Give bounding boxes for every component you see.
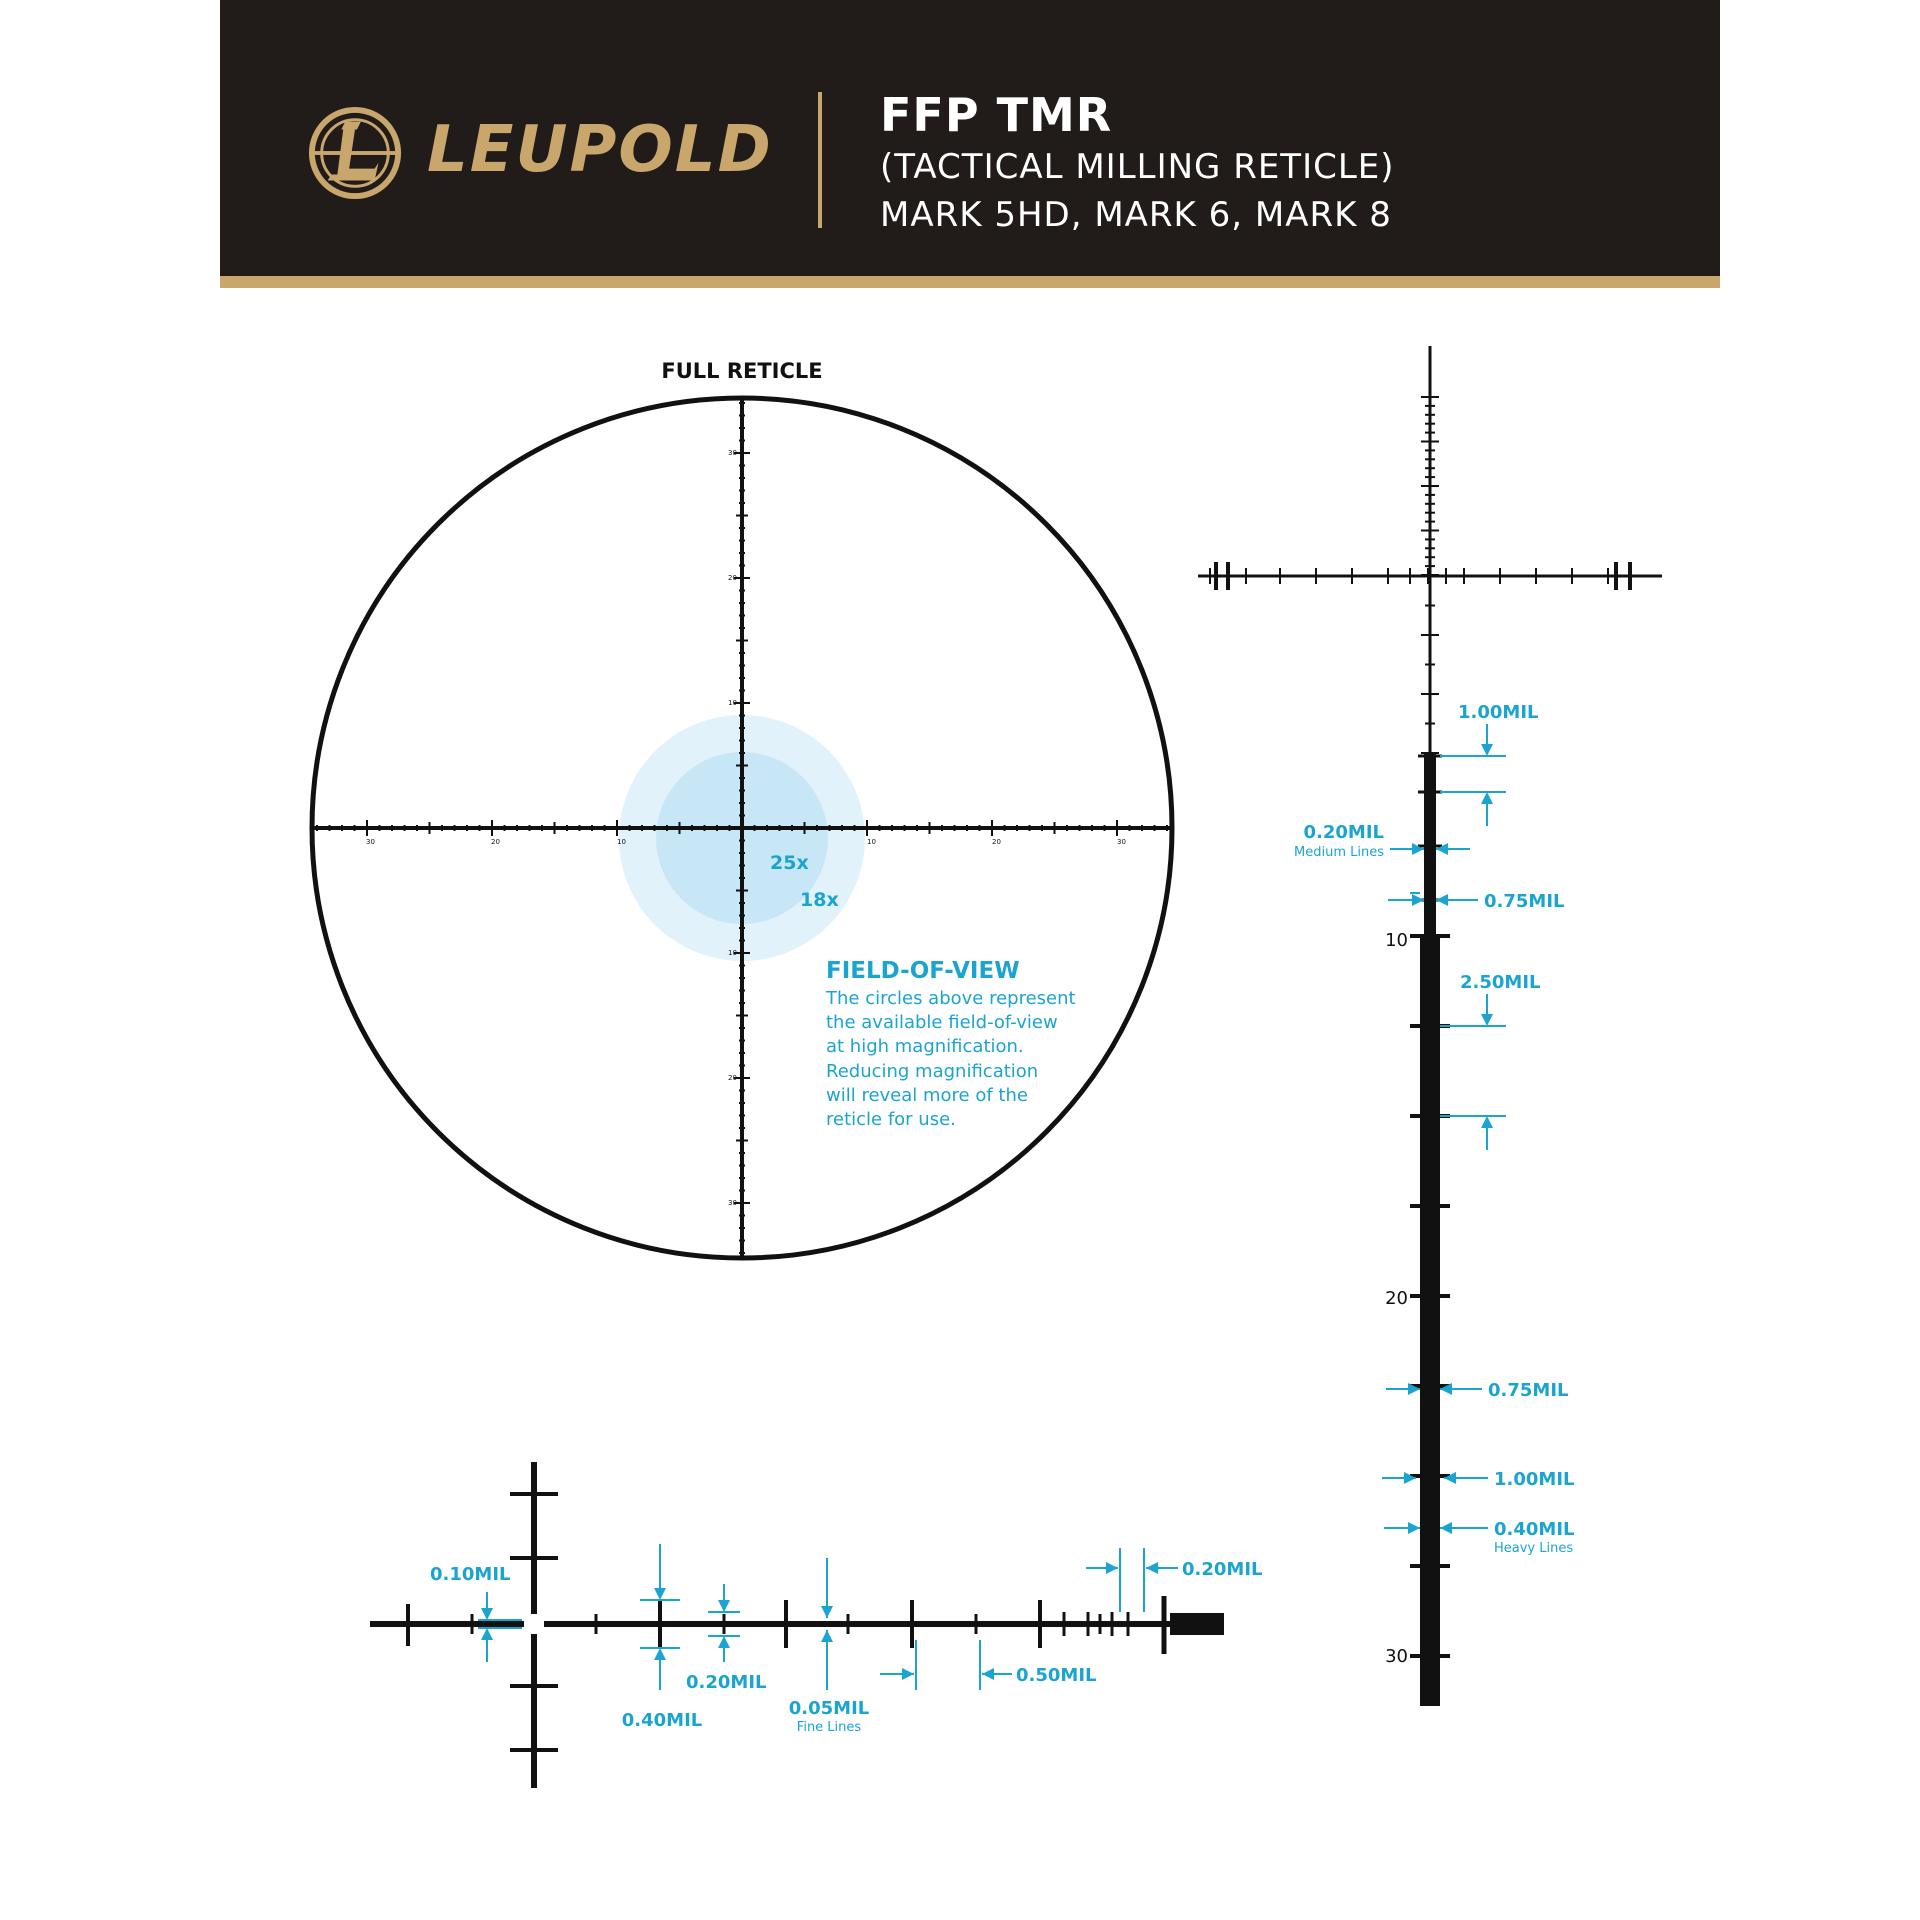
fov-label-18x: 18x (800, 889, 839, 911)
fov-label-25x: 25x (770, 852, 809, 874)
vertical-medium-lines: Medium Lines (1294, 845, 1384, 860)
horizontal-center-gap (524, 1614, 544, 1634)
vertical-2-50mil: 2.50MIL (1460, 972, 1541, 993)
horizontal-0-40mil: 0.40MIL (621, 1710, 703, 1731)
horizontal-0-05mil: 0.05MIL (788, 1698, 870, 1719)
vertical-0-20mil: 0.20MIL (1303, 822, 1384, 843)
fov-note-line-4: Reducing magnification (826, 1061, 1039, 1082)
fov-note-line-3: at high magnification. (826, 1036, 1024, 1057)
fov-note-line-1: The circles above represent (826, 988, 1076, 1009)
vertical-heavy-post (1420, 936, 1440, 1706)
full-v-num-20-top: 20 (728, 574, 737, 582)
vertical-heavy-lines: Heavy Lines (1494, 1541, 1574, 1556)
full-h-num-10-right: 10 (867, 838, 876, 846)
horizontal-heavy-stub (1170, 1613, 1224, 1635)
vertical-num-20: 20 (1385, 1288, 1408, 1309)
horizontal-0-10mil: 0.10MIL (430, 1564, 511, 1585)
vertical-0-75mil-b: 0.75MIL (1488, 1380, 1569, 1401)
full-v-num-30-bottom: 30 (728, 1199, 737, 1207)
vertical-0-40mil: 0.40MIL (1494, 1519, 1575, 1540)
vertical-num-30: 30 (1385, 1646, 1408, 1667)
vertical-1-00mil-top: 1.00MIL (1458, 702, 1539, 723)
fov-note-line-6: reticle for use. (826, 1109, 956, 1130)
full-h-num-30-left: 30 (366, 838, 375, 846)
horizontal-fine-lines: Fine Lines (796, 1720, 862, 1735)
full-v-num-30-top: 30 (728, 449, 737, 457)
page-title: FFP TMR (880, 88, 1113, 142)
vertical-1-00mil-b: 1.00MIL (1494, 1469, 1575, 1490)
full-h-num-20-right: 20 (992, 838, 1001, 846)
vertical-num-10: 10 (1385, 930, 1408, 951)
full-h-num-10-left: 10 (617, 838, 626, 846)
full-h-num-30-right: 30 (1117, 838, 1126, 846)
brand-name: LEUPOLD (427, 113, 773, 187)
model-list: MARK 5HD, MARK 6, MARK 8 (880, 195, 1392, 235)
full-v-num-10-top: 10 (728, 699, 737, 707)
full-v-num-10-bottom: 10 (728, 949, 737, 957)
fov-note-heading: FIELD-OF-VIEW (826, 958, 1020, 984)
horizontal-detail (370, 1462, 1263, 1788)
full-reticle-label: FULL RETICLE (661, 359, 823, 383)
horizontal-0-20mil-right: 0.20MIL (1182, 1559, 1263, 1580)
page-subtitle: (TACTICAL MILLING RETICLE) (880, 147, 1395, 187)
fov-note-line-2: the available field-of-view (826, 1012, 1058, 1033)
full-h-num-20-left: 20 (491, 838, 500, 846)
horizontal-0-50mil: 0.50MIL (1016, 1665, 1097, 1686)
vertical-detail (1198, 346, 1662, 1706)
full-v-num-20-bottom: 20 (728, 1074, 737, 1082)
fov-note-line-5: will reveal more of the (826, 1085, 1028, 1106)
horizontal-0-20mil-low: 0.20MIL (686, 1672, 767, 1693)
vertical-0-75mil-a: 0.75MIL (1484, 891, 1565, 912)
